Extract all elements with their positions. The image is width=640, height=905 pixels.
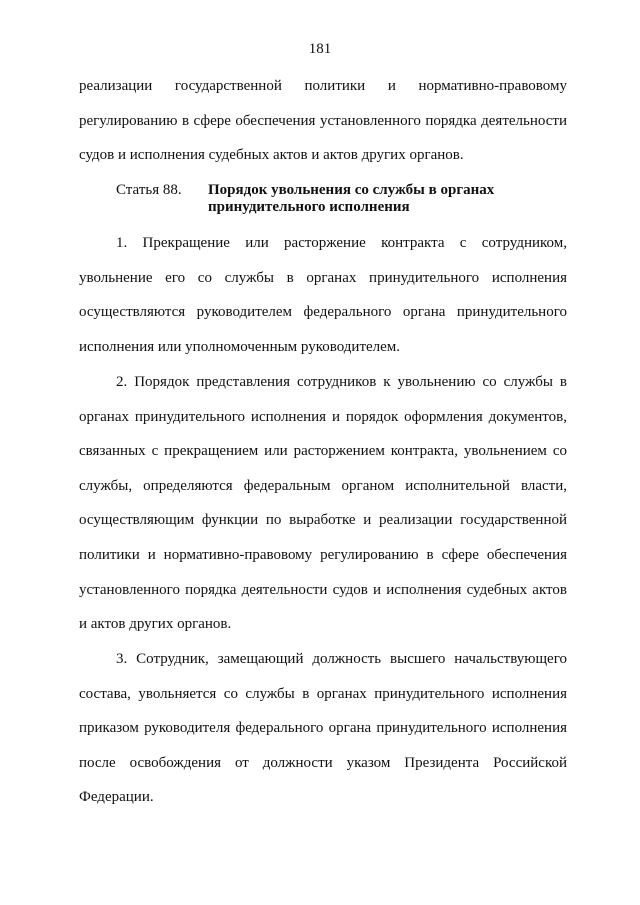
intro-paragraph	[79, 69, 567, 173]
paragraph-line: осуществляющим функции по выработке и реализации государственной	[79, 512, 567, 529]
paragraph-line: Федерации.	[79, 789, 154, 806]
paragraph-line: установленного порядка деятельности судов и исполнения судебных актов	[79, 581, 567, 598]
paragraph-1	[79, 226, 567, 364]
paragraph-line: органах принудительного исполнения и порядок оформления документов,	[79, 408, 567, 425]
paragraph-3	[79, 642, 567, 815]
paragraph-line: и актов других органов.	[79, 616, 232, 633]
paragraph-line: 3. Сотрудник, замещающий должность высшего начальствующего	[116, 651, 567, 667]
article-title	[208, 182, 566, 216]
paragraph-line: увольнение его со службы в органах принудительного исполнения	[79, 269, 567, 286]
paragraph-line: приказом руководителя федерального органа принудительного исполнения	[79, 720, 567, 737]
article-number: Статья 88.	[116, 182, 182, 198]
paragraph-line: осуществляются руководителем федерального органа принудительного	[79, 304, 567, 321]
article-title-line: Порядок увольнения со службы в органах	[208, 182, 495, 198]
paragraph-line: исполнения или уполномоченным руководителем.	[79, 338, 401, 355]
paragraph-line: 2. Порядок представления сотрудников к увольнению со службы в	[116, 374, 567, 390]
paragraph-line: связанных с прекращением или расторжением контракта, увольнением со	[79, 443, 567, 460]
paragraph-line: состава, увольняется со службы в органах принудительного исполнения	[79, 685, 567, 702]
paragraph-line: после освобождения от должности указом Президента Российской	[79, 754, 567, 771]
intro-line: регулированию в сфере обеспечения установленного порядка деятельности	[79, 112, 567, 129]
paragraph-line: 1. Прекращение или расторжение контракта с сотрудником,	[116, 235, 567, 251]
intro-line: судов и исполнения судебных актов и актов других органов.	[79, 147, 464, 164]
paragraph-line: политики и нормативно-правовому регулированию в сфере обеспечения	[79, 546, 567, 563]
article-title-line: принудительного исполнения	[208, 199, 410, 215]
page-number: 181	[308, 41, 332, 57]
paragraph-2	[79, 365, 567, 642]
intro-line: реализации государственной политики и нормативно-правовому	[79, 78, 567, 94]
paragraph-line: службы, определяются федеральным органом исполнительной власти,	[79, 477, 567, 494]
